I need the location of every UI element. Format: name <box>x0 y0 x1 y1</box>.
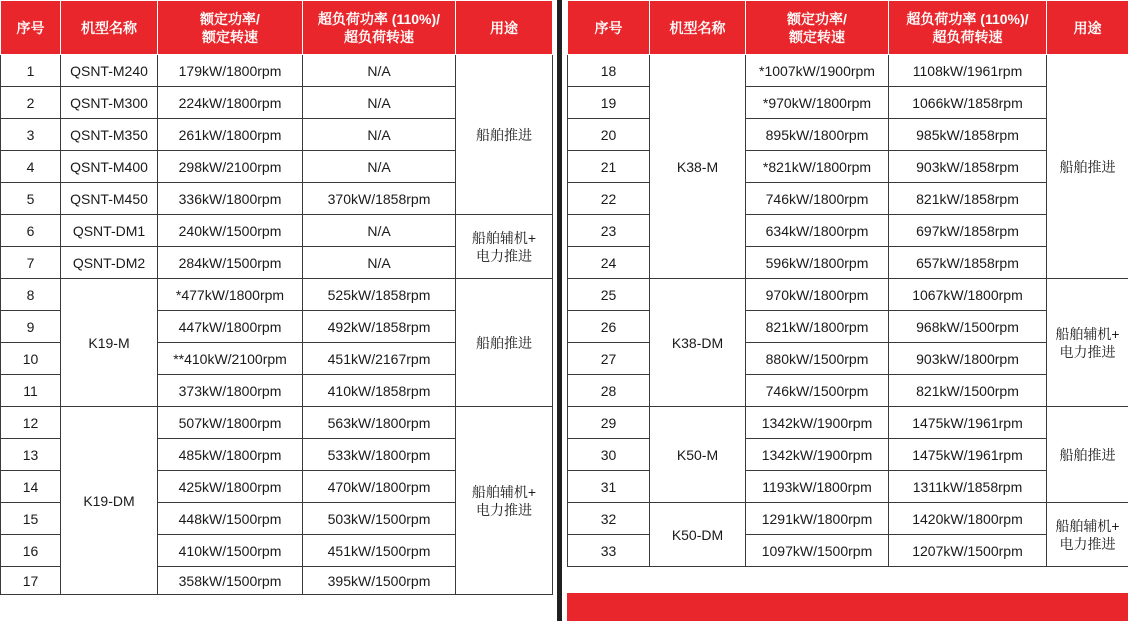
cell-rated: *477kW/1800rpm <box>158 279 303 311</box>
cell-model: QSNT-DM1 <box>61 215 158 247</box>
cell-seq: 8 <box>1 279 61 311</box>
cell-seq: 30 <box>568 439 650 471</box>
use-aux-line1: 船舶辅机+ <box>1055 325 1120 342</box>
cell-rated: 746kW/1800rpm <box>746 183 889 215</box>
cell-rated: **410kW/2100rpm <box>158 343 303 375</box>
cell-overload: 1067kW/1800rpm <box>889 279 1047 311</box>
cell-overload: 968kW/1500rpm <box>889 311 1047 343</box>
cell-use: 船舶推进 <box>1047 407 1128 503</box>
cell-overload: 821kW/1858rpm <box>889 183 1047 215</box>
cell-overload: 470kW/1800rpm <box>303 471 456 503</box>
cell-model: QSNT-M400 <box>61 151 158 183</box>
cell-rated: *821kW/1800rpm <box>746 151 889 183</box>
cell-rated: 179kW/1800rpm <box>158 55 303 87</box>
header-seq: 序号 <box>568 1 650 55</box>
table-header-row <box>1 1 553 55</box>
table-row <box>568 279 1128 311</box>
cell-rated: 507kW/1800rpm <box>158 407 303 439</box>
cell-rated: 485kW/1800rpm <box>158 439 303 471</box>
cell-rated: 240kW/1500rpm <box>158 215 303 247</box>
cell-use <box>456 407 553 595</box>
cell-model: QSNT-DM2 <box>61 247 158 279</box>
table-row <box>568 55 1128 87</box>
cell-model: QSNT-M300 <box>61 87 158 119</box>
cell-overload: 1207kW/1500rpm <box>889 535 1047 567</box>
cell-seq: 1 <box>1 55 61 87</box>
cell-seq: 25 <box>568 279 650 311</box>
header-rated-line1: 额定功率/ <box>787 10 847 27</box>
cell-seq: 24 <box>568 247 650 279</box>
engine-spec-table-right <box>567 0 1128 567</box>
cell-use: 船舶推进 <box>456 55 553 215</box>
table-row <box>568 503 1128 535</box>
cell-overload: 451kW/2167rpm <box>303 343 456 375</box>
cell-seq: 27 <box>568 343 650 375</box>
cell-overload: 563kW/1800rpm <box>303 407 456 439</box>
use-aux-line2: 电力推进 <box>476 501 532 518</box>
cell-overload: 697kW/1858rpm <box>889 215 1047 247</box>
cell-overload: N/A <box>303 215 456 247</box>
cell-rated: 970kW/1800rpm <box>746 279 889 311</box>
column-divider <box>557 0 562 621</box>
cell-overload: N/A <box>303 87 456 119</box>
cell-overload: 1475kW/1961rpm <box>889 439 1047 471</box>
cell-seq: 2 <box>1 87 61 119</box>
cell-overload: N/A <box>303 247 456 279</box>
cell-overload: 821kW/1500rpm <box>889 375 1047 407</box>
cell-overload: 903kW/1800rpm <box>889 343 1047 375</box>
cell-overload: 525kW/1858rpm <box>303 279 456 311</box>
cell-rated: *970kW/1800rpm <box>746 87 889 119</box>
cell-seq: 14 <box>1 471 61 503</box>
header-overload-line2: 超负荷转速 <box>932 28 1003 45</box>
cell-rated: 1342kW/1900rpm <box>746 407 889 439</box>
header-overload-line1: 超负荷功率 (110%)/ <box>906 10 1029 27</box>
cell-rated: 358kW/1500rpm <box>158 567 303 595</box>
header-rated <box>158 1 303 55</box>
cell-rated: 448kW/1500rpm <box>158 503 303 535</box>
cell-seq: 20 <box>568 119 650 151</box>
cell-model: K38-DM <box>650 279 746 407</box>
cell-rated: 895kW/1800rpm <box>746 119 889 151</box>
header-rated-line1: 额定功率/ <box>200 10 260 27</box>
cell-rated: 284kW/1500rpm <box>158 247 303 279</box>
header-model: 机型名称 <box>650 1 746 55</box>
use-aux-line2: 电力推进 <box>476 247 532 264</box>
header-overload <box>303 1 456 55</box>
cell-overload: N/A <box>303 119 456 151</box>
cell-overload: 533kW/1800rpm <box>303 439 456 471</box>
cell-seq: 11 <box>1 375 61 407</box>
cell-overload: 503kW/1500rpm <box>303 503 456 535</box>
cell-seq: 7 <box>1 247 61 279</box>
cell-seq: 31 <box>568 471 650 503</box>
cell-seq: 26 <box>568 311 650 343</box>
cell-seq: 22 <box>568 183 650 215</box>
cell-rated: 261kW/1800rpm <box>158 119 303 151</box>
cell-rated: 1291kW/1800rpm <box>746 503 889 535</box>
cell-seq: 16 <box>1 535 61 567</box>
use-aux-line1: 船舶辅机+ <box>1055 517 1120 534</box>
cell-rated: 1342kW/1900rpm <box>746 439 889 471</box>
cell-overload: 1066kW/1858rpm <box>889 87 1047 119</box>
table-row <box>1 279 553 311</box>
cell-rated: 224kW/1800rpm <box>158 87 303 119</box>
cell-rated: 880kW/1500rpm <box>746 343 889 375</box>
cell-rated: 1097kW/1500rpm <box>746 535 889 567</box>
footer-red-band <box>567 593 1128 621</box>
header-use: 用途 <box>456 1 553 55</box>
cell-rated: 425kW/1800rpm <box>158 471 303 503</box>
use-aux-line1: 船舶辅机+ <box>471 483 537 500</box>
table-row <box>1 215 553 247</box>
cell-overload: 1475kW/1961rpm <box>889 407 1047 439</box>
cell-seq: 17 <box>1 567 61 595</box>
header-model: 机型名称 <box>61 1 158 55</box>
cell-rated: 447kW/1800rpm <box>158 311 303 343</box>
cell-overload: 492kW/1858rpm <box>303 311 456 343</box>
cell-rated: 373kW/1800rpm <box>158 375 303 407</box>
cell-overload: 1108kW/1961rpm <box>889 55 1047 87</box>
cell-rated: 1193kW/1800rpm <box>746 471 889 503</box>
cell-rated: 746kW/1500rpm <box>746 375 889 407</box>
cell-model: K38-M <box>650 55 746 279</box>
cell-seq: 10 <box>1 343 61 375</box>
cell-seq: 18 <box>568 55 650 87</box>
cell-overload: N/A <box>303 55 456 87</box>
use-aux-line2: 电力推进 <box>1059 343 1116 360</box>
cell-overload: 410kW/1858rpm <box>303 375 456 407</box>
cell-model: QSNT-M350 <box>61 119 158 151</box>
engine-spec-table-left <box>0 0 553 595</box>
cell-seq: 5 <box>1 183 61 215</box>
cell-seq: 15 <box>1 503 61 535</box>
cell-overload: 395kW/1500rpm <box>303 567 456 595</box>
table-row <box>1 407 553 439</box>
cell-rated: 634kW/1800rpm <box>746 215 889 247</box>
cell-seq: 9 <box>1 311 61 343</box>
header-overload-line1: 超负荷功率 (110%)/ <box>317 10 441 27</box>
cell-overload: 985kW/1858rpm <box>889 119 1047 151</box>
use-aux-line1: 船舶辅机+ <box>471 229 537 246</box>
cell-seq: 19 <box>568 87 650 119</box>
cell-overload: 657kW/1858rpm <box>889 247 1047 279</box>
cell-use <box>1047 279 1128 407</box>
cell-seq: 28 <box>568 375 650 407</box>
use-aux-line2: 电力推进 <box>1059 535 1116 552</box>
cell-seq: 21 <box>568 151 650 183</box>
cell-seq: 23 <box>568 215 650 247</box>
cell-seq: 33 <box>568 535 650 567</box>
cell-overload: 1311kW/1858rpm <box>889 471 1047 503</box>
cell-rated: 596kW/1800rpm <box>746 247 889 279</box>
cell-seq: 32 <box>568 503 650 535</box>
header-overload <box>889 1 1047 55</box>
cell-model: K19-M <box>61 279 158 407</box>
cell-model: K50-M <box>650 407 746 503</box>
cell-model: K50-DM <box>650 503 746 567</box>
cell-overload: N/A <box>303 151 456 183</box>
cell-rated: 298kW/2100rpm <box>158 151 303 183</box>
cell-seq: 29 <box>568 407 650 439</box>
cell-rated: *1007kW/1900rpm <box>746 55 889 87</box>
cell-use <box>456 215 553 279</box>
cell-use: 船舶推进 <box>1047 55 1128 279</box>
header-use: 用途 <box>1047 1 1128 55</box>
cell-rated: 410kW/1500rpm <box>158 535 303 567</box>
cell-overload: 903kW/1858rpm <box>889 151 1047 183</box>
header-rated-line2: 额定转速 <box>202 28 258 45</box>
cell-use <box>1047 503 1128 567</box>
table-row <box>568 407 1128 439</box>
header-seq: 序号 <box>1 1 61 55</box>
cell-seq: 3 <box>1 119 61 151</box>
cell-model: QSNT-M240 <box>61 55 158 87</box>
cell-overload: 451kW/1500rpm <box>303 535 456 567</box>
table-row <box>1 55 553 87</box>
header-rated-line2: 额定转速 <box>789 28 845 45</box>
table-header-row <box>568 1 1128 55</box>
cell-seq: 12 <box>1 407 61 439</box>
cell-use: 船舶推进 <box>456 279 553 407</box>
cell-model: QSNT-M450 <box>61 183 158 215</box>
header-rated <box>746 1 889 55</box>
cell-rated: 821kW/1800rpm <box>746 311 889 343</box>
cell-seq: 6 <box>1 215 61 247</box>
cell-seq: 13 <box>1 439 61 471</box>
cell-overload: 1420kW/1800rpm <box>889 503 1047 535</box>
header-overload-line2: 超负荷转速 <box>344 28 414 45</box>
cell-overload: 370kW/1858rpm <box>303 183 456 215</box>
cell-seq: 4 <box>1 151 61 183</box>
cell-model: K19-DM <box>61 407 158 595</box>
cell-rated: 336kW/1800rpm <box>158 183 303 215</box>
